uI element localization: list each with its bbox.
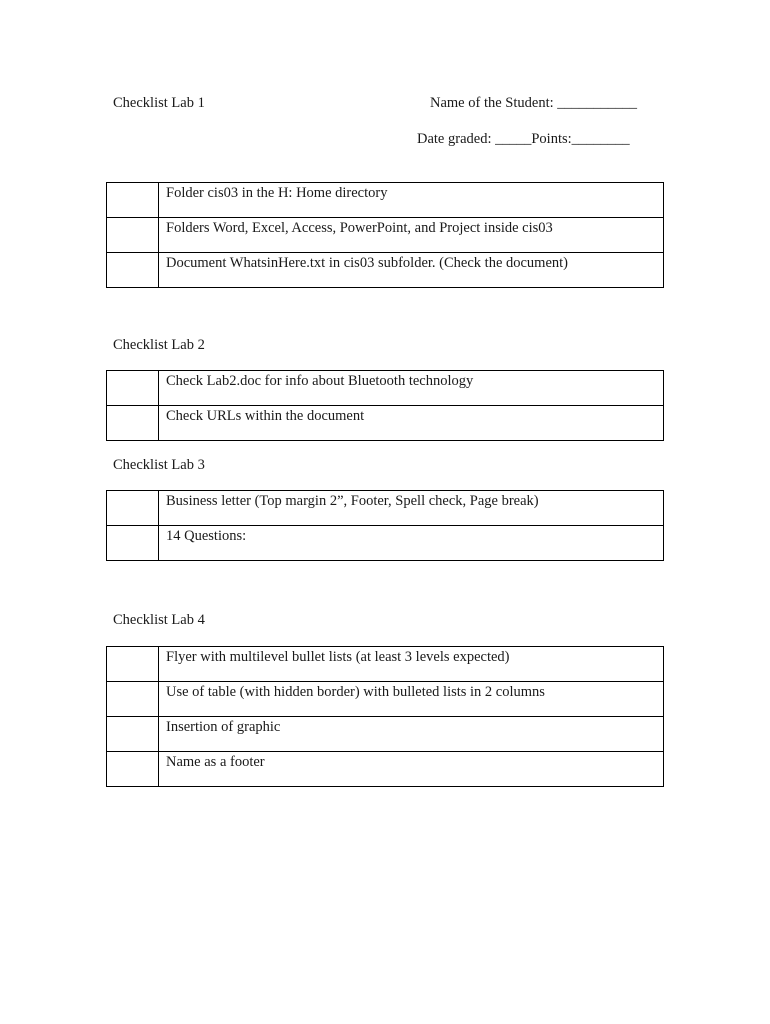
checklist-item: Check Lab2.doc for info about Bluetooth technology xyxy=(159,371,664,406)
table-row xyxy=(107,752,664,787)
table-row xyxy=(107,371,664,406)
table-row xyxy=(107,682,664,717)
checklist-item: Folders Word, Excel, Access, PowerPoint, and Project inside cis03 xyxy=(159,218,664,253)
lab1-checklist-table xyxy=(106,182,664,288)
check-box-cell[interactable] xyxy=(107,218,159,253)
table-row xyxy=(107,183,664,218)
check-box-cell[interactable] xyxy=(107,183,159,218)
check-box-cell[interactable] xyxy=(107,526,159,561)
checklist-item: Insertion of graphic xyxy=(159,717,664,752)
date-points-field: Date graded: _____Points:________ xyxy=(417,131,630,147)
check-box-cell[interactable] xyxy=(107,752,159,787)
table-row xyxy=(107,491,664,526)
table-row xyxy=(107,406,664,441)
table-row xyxy=(107,526,664,561)
checklist-item: 14 Questions: xyxy=(159,526,664,561)
check-box-cell[interactable] xyxy=(107,491,159,526)
check-box-cell[interactable] xyxy=(107,647,159,682)
lab1-heading: Checklist Lab 1 xyxy=(113,95,205,111)
checklist-item: Use of table (with hidden border) with bulleted lists in 2 columns xyxy=(159,682,664,717)
check-box-cell[interactable] xyxy=(107,371,159,406)
lab3-checklist-table xyxy=(106,490,664,561)
lab2-heading: Checklist Lab 2 xyxy=(113,337,205,353)
lab4-checklist-table xyxy=(106,646,664,787)
checklist-item: Folder cis03 in the H: Home directory xyxy=(159,183,664,218)
check-box-cell[interactable] xyxy=(107,682,159,717)
checklist-item: Check URLs within the document xyxy=(159,406,664,441)
table-row xyxy=(107,253,664,288)
checklist-item: Name as a footer xyxy=(159,752,664,787)
table-row xyxy=(107,717,664,752)
check-box-cell[interactable] xyxy=(107,253,159,288)
table-row xyxy=(107,647,664,682)
lab3-heading: Checklist Lab 3 xyxy=(113,457,205,473)
lab2-checklist-table xyxy=(106,370,664,441)
checklist-item: Flyer with multilevel bullet lists (at least 3 levels expected) xyxy=(159,647,664,682)
checklist-item: Document WhatsinHere.txt in cis03 subfolder. (Check the document) xyxy=(159,253,664,288)
table-row xyxy=(107,218,664,253)
check-box-cell[interactable] xyxy=(107,717,159,752)
lab4-heading: Checklist Lab 4 xyxy=(113,612,205,628)
check-box-cell[interactable] xyxy=(107,406,159,441)
checklist-item: Business letter (Top margin 2”, Footer, Spell check, Page break) xyxy=(159,491,664,526)
student-name-field: Name of the Student: ___________ xyxy=(430,95,638,111)
